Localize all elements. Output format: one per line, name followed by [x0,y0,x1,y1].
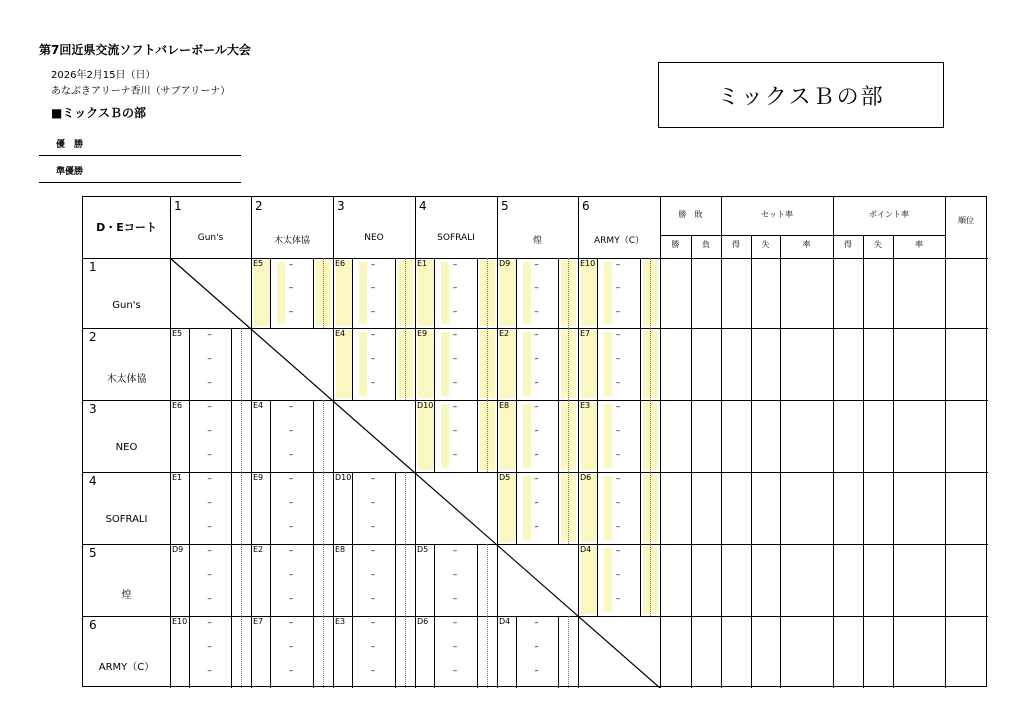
score-dash: – [452,260,458,270]
score-dash: – [615,498,621,508]
match-code: D10 [335,473,352,482]
diagonal-stroke [170,258,660,688]
event-venue: あなぶきアリーナ香川（サブアリーナ） [51,86,231,97]
score-dash: – [288,498,294,508]
point-got-header: 得 [844,240,852,249]
score-dash: – [534,330,539,340]
score-dash: – [207,330,212,340]
score-dash: – [615,402,621,412]
winner-line [39,155,241,156]
score-dash: – [452,594,458,604]
score-dash: – [207,450,212,460]
match-code: E2 [253,545,264,554]
score-dash: – [370,666,376,676]
match-code: E4 [253,401,264,410]
score-dash: – [207,354,212,364]
win-loss-header: 勝 敗 [678,210,703,219]
score-dash: – [452,666,458,676]
score-dash: – [615,522,621,532]
score-dash: – [207,402,212,412]
loss-header: 負 [702,240,710,249]
score-dash: – [615,260,621,270]
score-dash: – [534,618,539,628]
match-code: E9 [417,329,428,338]
score-dash: – [288,260,294,270]
score-dash: – [207,666,212,676]
score-dash: – [207,426,212,436]
score-dash: – [534,474,539,484]
match-code: E5 [253,259,264,268]
score-dash: – [534,283,539,294]
score-dash: – [207,594,212,604]
row-team-name: 木太体協 [106,374,147,385]
score-dash: – [615,450,621,460]
score-dash: – [615,378,621,388]
col-team-name: NEO [364,233,384,243]
score-dash: – [207,618,212,628]
score-dash: – [207,642,212,652]
score-dash: – [534,666,539,676]
diagonal-line [83,197,988,688]
score-dash: – [288,570,294,580]
score-dash: – [207,546,212,556]
match-code: D9 [499,259,511,268]
match-code: E8 [335,545,346,554]
col-team-number: 6 [582,199,590,213]
score-dash: – [615,306,621,317]
score-dash: – [534,426,539,436]
score-dash: – [288,283,294,294]
row-team-name: Gun's [112,300,141,311]
set-ratio-header: 率 [802,240,811,249]
match-code: D4 [580,545,592,554]
score-dash: – [288,522,294,532]
score-dash: – [452,426,458,436]
col-team-number: 3 [337,199,345,213]
score-dash: – [534,378,539,388]
score-dash: – [534,522,539,532]
row-team-number: 5 [89,546,97,560]
col-team-name: 煌 [532,236,542,246]
score-dash: – [452,378,458,388]
score-dash: – [615,570,621,580]
score-dash: – [370,378,376,388]
score-dash: – [534,450,539,460]
row-team-name: ARMY（C） [98,662,155,673]
match-code: E3 [580,401,591,410]
score-dash: – [452,570,458,580]
score-dash: – [370,354,376,364]
score-dash: – [288,666,294,676]
match-code: E1 [417,259,428,268]
col-team-number: 4 [419,199,427,213]
score-dash: – [615,354,621,364]
score-dash: – [615,474,621,484]
score-dash: – [207,474,212,484]
col-team-name: Gun's [197,233,224,243]
score-dash: – [288,426,294,436]
match-code: E3 [335,617,346,626]
score-dash: – [370,283,376,294]
round-robin-table [82,196,987,687]
score-dash: – [288,594,294,604]
point-lost-header: 失 [874,240,882,249]
match-code: E5 [172,329,183,338]
score-dash: – [207,378,212,388]
match-code: E10 [580,259,596,268]
point-rate-header: ポイント率 [869,210,909,219]
score-dash: – [288,474,294,484]
score-dash: – [615,546,621,556]
score-dash: – [452,618,458,628]
col-team-name: ARMY（C） [594,236,644,246]
row-team-number: 1 [89,260,97,274]
col-team-name: 木太体協 [273,236,310,246]
score-dash: – [452,402,458,412]
score-dash: – [370,618,376,628]
score-dash: – [207,498,212,508]
score-dash: – [370,474,376,484]
score-dash: – [288,546,294,556]
score-dash: – [370,330,376,340]
score-dash: – [452,330,458,340]
set-lost-header: 失 [761,240,770,249]
score-dash: – [207,522,212,532]
score-dash: – [452,306,458,317]
match-code: D9 [172,545,184,554]
match-code: E7 [253,617,264,626]
score-dash: – [370,642,376,652]
score-dash: – [534,642,539,652]
score-dash: – [452,546,458,556]
row-team-name: 煌 [121,590,132,601]
match-code: E1 [172,473,183,482]
match-code: E10 [172,617,188,626]
match-code: E8 [499,401,510,410]
score-dash: – [288,642,294,652]
section-heading: ■ミックスＢの部 [51,106,146,120]
row-team-name: NEO [115,442,138,453]
runner-up-line [39,182,241,183]
row-team-number: 6 [89,618,97,632]
match-code: E2 [499,329,510,338]
match-code: E6 [172,401,183,410]
set-got-header: 得 [732,240,740,249]
score-dash: – [452,283,458,294]
score-dash: – [288,450,294,460]
row-team-number: 2 [89,330,97,344]
match-code: D5 [499,473,511,482]
row-team-number: 4 [89,474,97,488]
score-dash: – [370,522,376,532]
score-dash: – [534,306,539,317]
score-dash: – [534,260,539,270]
match-code: D10 [417,401,434,410]
match-code: E7 [580,329,591,338]
match-code: D6 [580,473,592,482]
score-dash: – [452,642,458,652]
court-label: D・Eコート [96,221,157,234]
set-rate-header: セット率 [761,210,793,219]
score-dash: – [534,498,539,508]
match-code: E9 [253,473,264,482]
score-dash: – [615,283,621,294]
score-dash: – [615,330,621,340]
event-date: 2026年2月15日（日） [51,70,156,81]
col-team-number: 2 [255,199,263,213]
score-dash: – [288,306,294,317]
match-code: D5 [417,545,429,554]
score-dash: – [370,260,376,270]
col-team-number: 1 [174,199,182,213]
score-dash: – [370,306,376,317]
score-dash: – [288,402,294,412]
score-dash: – [370,570,376,580]
col-team-name: SOFRALI [437,233,475,243]
score-dash: – [534,402,539,412]
point-ratio-header: 率 [915,240,923,249]
score-dash: – [452,450,458,460]
row-team-number: 3 [89,402,97,416]
runner-up-label: 準優勝 [56,167,84,177]
match-code: D4 [499,617,511,626]
tournament-title: 第7回近県交流ソフトバレーボール大会 [39,43,251,57]
score-dash: – [615,594,621,604]
score-dash: – [288,618,294,628]
winner-label: 優 勝 [56,140,84,150]
win-header: 勝 [671,240,680,249]
score-dash: – [370,546,376,556]
match-code: E6 [335,259,346,268]
col-team-number: 5 [501,199,509,213]
score-dash: – [207,570,212,580]
score-dash: – [534,354,539,364]
match-code: E4 [335,329,346,338]
row-team-name: SOFRALI [105,514,148,525]
division-box: ミックスＢの部 [658,62,944,128]
match-code: D6 [417,617,429,626]
score-dash: – [370,498,376,508]
score-dash: – [370,594,376,604]
rank-header: 順位 [958,216,974,225]
score-dash: – [452,354,458,364]
score-dash: – [615,426,621,436]
